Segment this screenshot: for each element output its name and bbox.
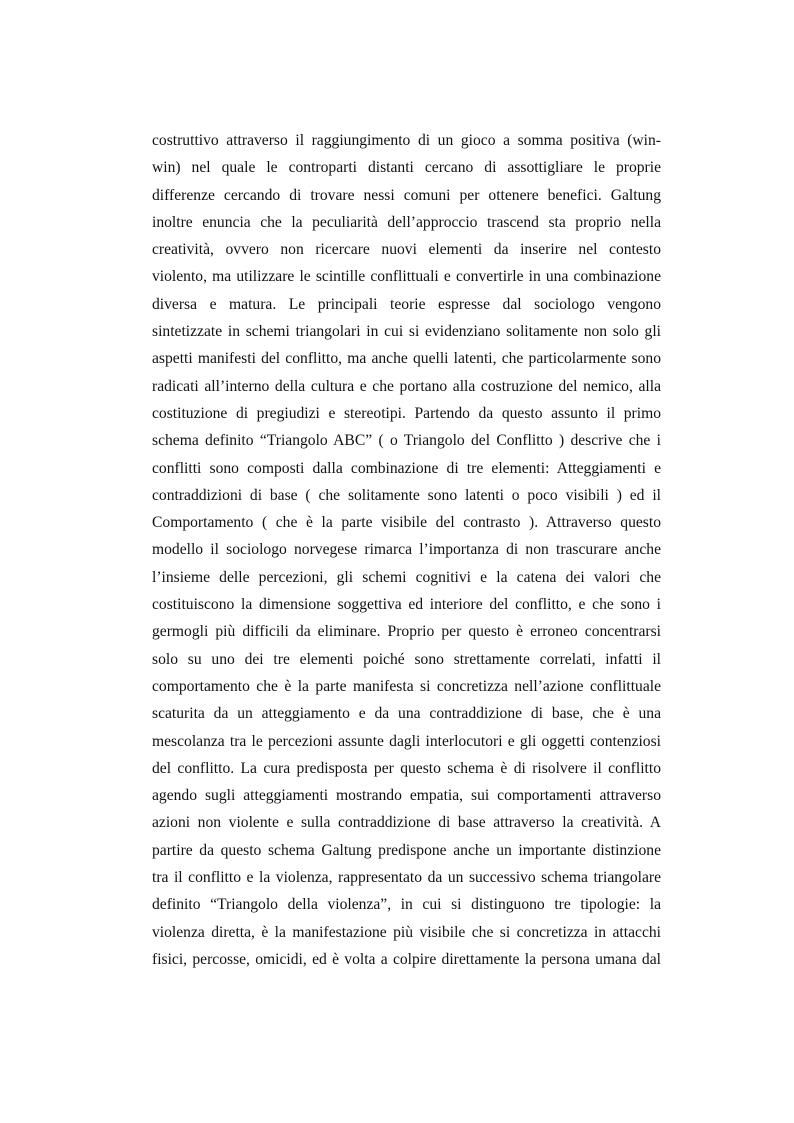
text-line: tra il conflitto e la violenza, rappresentato da un successivo schema triangolare bbox=[152, 869, 661, 887]
text-line: agendo sugli atteggiamenti mostrando empatia, sui comportamenti attraverso bbox=[152, 787, 661, 805]
body-paragraph bbox=[152, 127, 661, 973]
text-line: del conflitto. La cura predisposta per questo schema è di risolvere il conflitto bbox=[152, 759, 661, 777]
text-line: azioni non violente e sulla contraddizione di base attraverso la creatività. A bbox=[152, 814, 661, 832]
text-line: costruttivo attraverso il raggiungimento di un gioco a somma positiva (win- bbox=[152, 132, 661, 149]
text-line: costituzione di pregiudizi e stereotipi. Partendo da questo assunto il primo bbox=[152, 404, 661, 422]
text-line: modello il sociologo norvegese rimarca l’importanza di non trascurare anche bbox=[152, 541, 661, 559]
text-line: Comportamento ( che è la parte visibile del contrasto ). Attraverso questo bbox=[152, 514, 661, 532]
text-line: l’insieme delle percezioni, gli schemi cognitivi e la catena dei valori che bbox=[152, 568, 661, 586]
text-line: violento, ma utilizzare le scintille conflittuali e convertirle in una combinazione bbox=[152, 268, 661, 286]
text-line: violenza diretta, è la manifestazione più visibile che si concretizza in attacchi bbox=[152, 923, 661, 941]
text-line: definito “Triangolo della violenza”, in cui si distinguono tre tipologie: la bbox=[152, 896, 661, 914]
text-line: win) nel quale le controparti distanti cercano di assottigliare le proprie bbox=[152, 159, 661, 177]
text-line: creatività, ovvero non ricercare nuovi elementi da inserire nel contesto bbox=[152, 241, 661, 259]
text-line: schema definito “Triangolo ABC” ( o Triangolo del Conflitto ) descrive che i bbox=[152, 432, 661, 450]
text-line: costituiscono la dimensione soggettiva ed interiore del conflitto, e che sono i bbox=[152, 596, 661, 614]
text-line: radicati all’interno della cultura e che portano alla costruzione del nemico, alla bbox=[152, 377, 661, 395]
text-line: differenze cercando di trovare nessi comuni per ottenere benefici. Galtung bbox=[152, 186, 661, 204]
text-line: inoltre enuncia che la peculiarità dell’approccio trascend sta proprio nella bbox=[152, 213, 661, 231]
text-line: scaturita da un atteggiamento e da una contraddizione di base, che è una bbox=[152, 705, 661, 723]
text-line: diversa e matura. Le principali teorie espresse dal sociologo vengono bbox=[152, 295, 661, 313]
text-line: mescolanza tra le percezioni assunte dagli interlocutori e gli oggetti contenziosi bbox=[152, 732, 661, 750]
text-line: contraddizioni di base ( che solitamente sono latenti o poco visibili ) ed il bbox=[152, 486, 661, 504]
text-line: comportamento che è la parte manifesta si concretizza nell’azione conflittuale bbox=[152, 677, 661, 695]
text-line: fisici, percosse, omicidi, ed è volta a colpire direttamente la persona umana dal bbox=[152, 950, 661, 968]
text-line: partire da questo schema Galtung predispone anche un importante distinzione bbox=[152, 841, 661, 859]
text-line: germogli più difficili da eliminare. Proprio per questo è erroneo concentrarsi bbox=[152, 623, 661, 641]
text-line: sintetizzate in schemi triangolari in cui si evidenziano solitamente non solo gli bbox=[152, 323, 661, 341]
text-line: solo su uno dei tre elementi poiché sono strettamente correlati, infatti il bbox=[152, 650, 661, 668]
text-line: aspetti manifesti del conflitto, ma anche quelli latenti, che particolarmente sono bbox=[152, 350, 661, 368]
text-line: conflitti sono composti dalla combinazione di tre elementi: Atteggiamenti e bbox=[152, 459, 661, 477]
